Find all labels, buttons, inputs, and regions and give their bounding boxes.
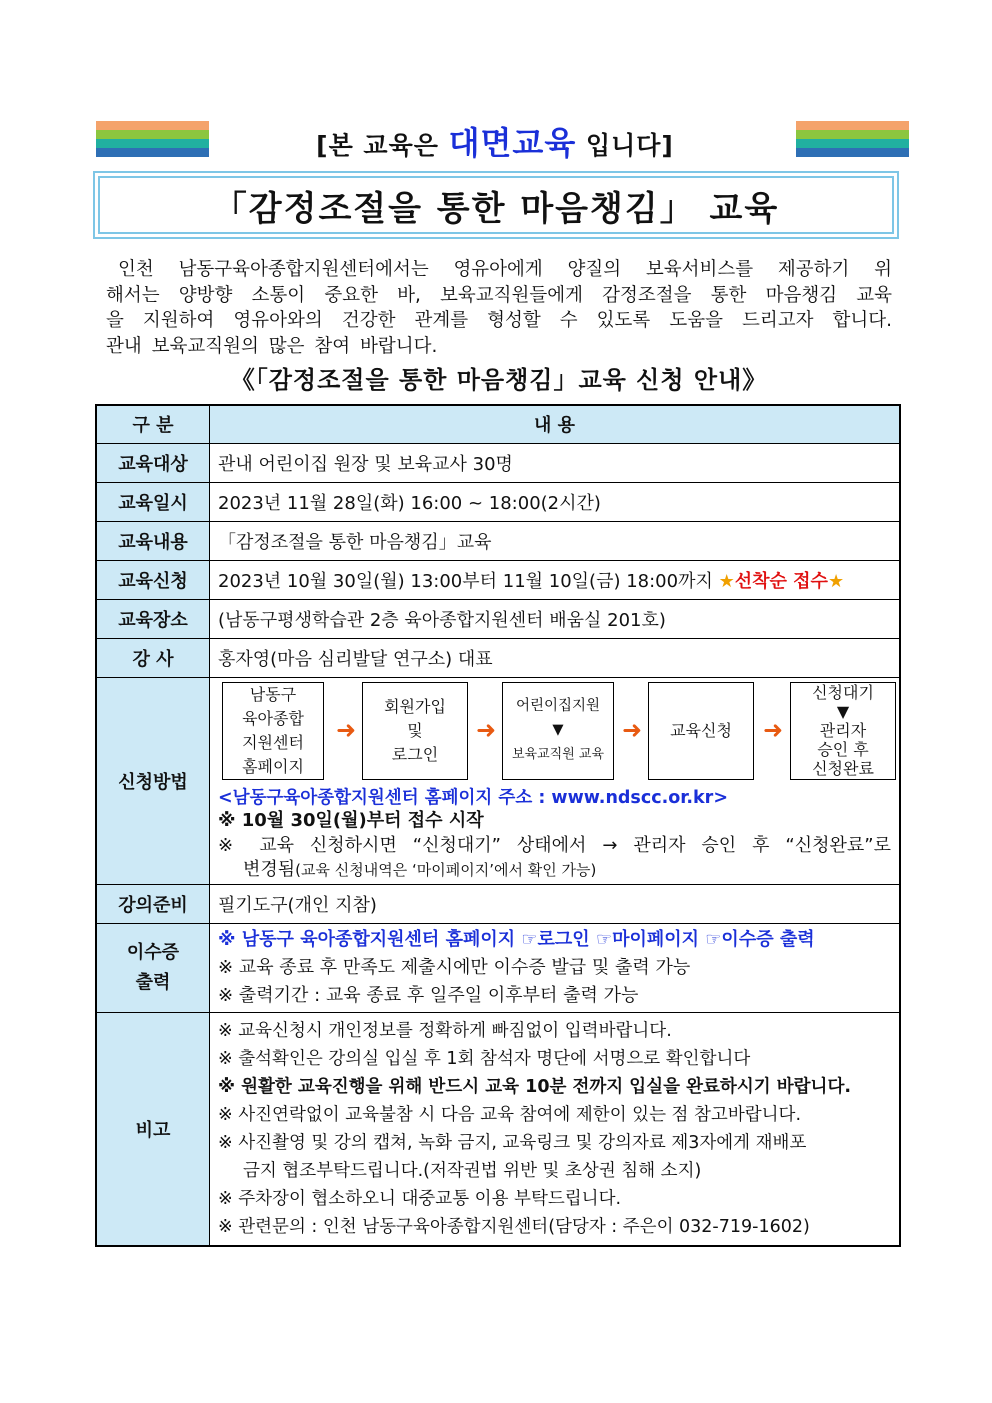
homepage-address: <남동구육아종합지원센터 홈페이지 주소 : www.ndscc.or.kr> — [218, 787, 728, 808]
table-row — [96, 677, 900, 884]
row-value: 2023년 11월 28일(화) 16:00 ~ 18:00(2시간) — [210, 482, 901, 521]
title-frame — [93, 171, 899, 239]
row-label: 강의준비 — [96, 884, 210, 923]
apply-period: 2023년 10월 30일(월) 13:00부터 11월 10일(금) 18:00까지 — [218, 570, 713, 592]
flow-step-signup: 회원가입 및 로그인 — [362, 682, 468, 780]
intro-line: 을 지원하여 영유아와의 건강한 관계를 형성할 수 있도록 도움을 드리고자 합니다. — [106, 310, 892, 331]
table-row — [96, 482, 900, 521]
info-table — [95, 404, 901, 1247]
start-notice: ※ 10월 30일(월)부터 접수 시작 — [218, 809, 484, 831]
application-flow — [218, 678, 891, 782]
decorative-stripes-left — [96, 121, 209, 157]
notice-prefix: [본 교육은 — [316, 131, 439, 160]
certificate-cell — [210, 923, 901, 1012]
status-notice: ※ 교육 신청하시면 “신청대기” 상태에서 → 관리자 승인 후 “신청완료”로 — [218, 834, 891, 856]
row-label: 교육신청 — [96, 560, 210, 599]
remarks-cell — [210, 1012, 901, 1246]
row-label: 비고 — [96, 1012, 210, 1246]
table-row — [96, 884, 900, 923]
decorative-stripes-right — [796, 121, 909, 157]
first-come-badge: 선착순 접수 — [734, 570, 828, 592]
arrow-right-icon: ➜ — [336, 715, 357, 744]
star-icon: ★ — [718, 570, 735, 592]
row-label: 교육대상 — [96, 443, 210, 482]
arrow-right-icon: ➜ — [763, 715, 784, 744]
notice-emphasis: 대면교육 — [448, 124, 577, 162]
row-value — [210, 560, 901, 599]
remark-line: ※ 출석확인은 강의실 입실 후 1회 참석자 명단에 서명으로 확인합니다 — [218, 1048, 751, 1069]
flow-step-homepage: 남동구 육아종합 지원센터 홈페이지 — [222, 682, 324, 780]
row-value: 관내 어린이집 원장 및 보육교사 30명 — [210, 443, 901, 482]
table-row — [96, 443, 900, 482]
star-icon: ★ — [827, 570, 845, 592]
table-row — [96, 923, 900, 1012]
row-value: (남동구평생학습관 2층 육아종합지원센터 배움실 201호) — [210, 599, 901, 638]
flow-step-approval: 신청대기 ▼ 관리자 승인 후 신청완료 — [790, 682, 896, 780]
table-row — [96, 521, 900, 560]
intro-line: 인천 남동구육아종합지원센터에서는 영유아에게 양질의 보육서비스를 제공하기 위 — [118, 259, 892, 280]
intro-line: 해서는 양방향 소통이 중요한 바, 보육교직원들에게 감정조절을 통한 마음챙김 교육 — [106, 284, 892, 306]
arrow-right-icon: ➜ — [622, 715, 643, 744]
row-label: 교육장소 — [96, 599, 210, 638]
intro-line: 관내 보육교직원의 많은 참여 바랍니다. — [106, 335, 438, 357]
intro-paragraph — [106, 257, 892, 359]
remark-line: 금지 협조부탁드립니다.(저작권법 위반 및 초상권 침해 소지) — [243, 1160, 702, 1181]
remark-line: ※ 사진연락없이 교육불참 시 다음 교육 참여에 제한이 있는 점 참고바랍니다. — [218, 1104, 802, 1125]
row-value: 「감정조절을 통한 마음챙김」교육 — [210, 521, 901, 560]
method-cell — [210, 677, 901, 884]
table-row — [96, 1012, 900, 1246]
flow-step-daycare-support: 어린이집지원 ▼ 보육교직원 교육 — [502, 682, 614, 780]
row-label: 교육일시 — [96, 482, 210, 521]
row-label: 신청방법 — [96, 677, 210, 884]
row-value: 필기도구(개인 지참) — [210, 884, 901, 923]
status-notice-cont: 변경됨(교육 신청내역은 ‘마이페이지’에서 확인 가능) — [243, 858, 597, 880]
certificate-note: ※ 교육 종료 후 만족도 제출시에만 이수증 발급 및 출력 가능 — [218, 956, 691, 978]
remark-line: ※ 교육신청시 개인정보를 정확하게 빠짐없이 입력바랍니다. — [218, 1020, 672, 1041]
arrow-right-icon: ➜ — [476, 715, 497, 744]
flow-step-apply: 교육신청 — [648, 682, 754, 780]
remark-line: ※ 원활한 교육진행을 위해 반드시 교육 10분 전까지 입실을 완료하시기 바랍니다. — [218, 1076, 851, 1097]
notice-suffix: 입니다] — [585, 131, 674, 160]
header-content: 내 용 — [210, 405, 901, 443]
table-row — [96, 638, 900, 677]
certificate-path: ※ 남동구 육아종합지원센터 홈페이지 ☞로그인 ☞마이페이지 ☞이수증 출력 — [218, 928, 815, 950]
certificate-note: ※ 출력기간 : 교육 종료 후 일주일 이후부터 출력 가능 — [218, 984, 639, 1006]
page-title: 「감정조절을 통한 마음챙김」 교육 — [98, 176, 894, 234]
row-value: 홍자영(마음 심리발달 연구소) 대표 — [210, 638, 901, 677]
table-row — [96, 599, 900, 638]
row-label: 교육내용 — [96, 521, 210, 560]
section-subtitle: 《「감정조절을 통한 마음챙김」교육 신청 안내》 — [230, 366, 768, 394]
row-label: 강 사 — [96, 638, 210, 677]
row-label: 이수증 출력 — [96, 923, 210, 1012]
remark-line: ※ 사진촬영 및 강의 캡쳐, 녹화 금지, 교육링크 및 강의자료 제3자에게 재배포 — [218, 1132, 807, 1153]
remark-line: ※ 주차장이 협소하오니 대중교통 이용 부탁드립니다. — [218, 1188, 622, 1209]
header-label: 구 분 — [96, 405, 210, 443]
table-row — [96, 560, 900, 599]
in-person-notice — [230, 118, 760, 164]
remark-line: ※ 관련문의 : 인천 남동구육아종합지원센터(담당자 : 주은이 032-719-1602) — [218, 1216, 810, 1237]
